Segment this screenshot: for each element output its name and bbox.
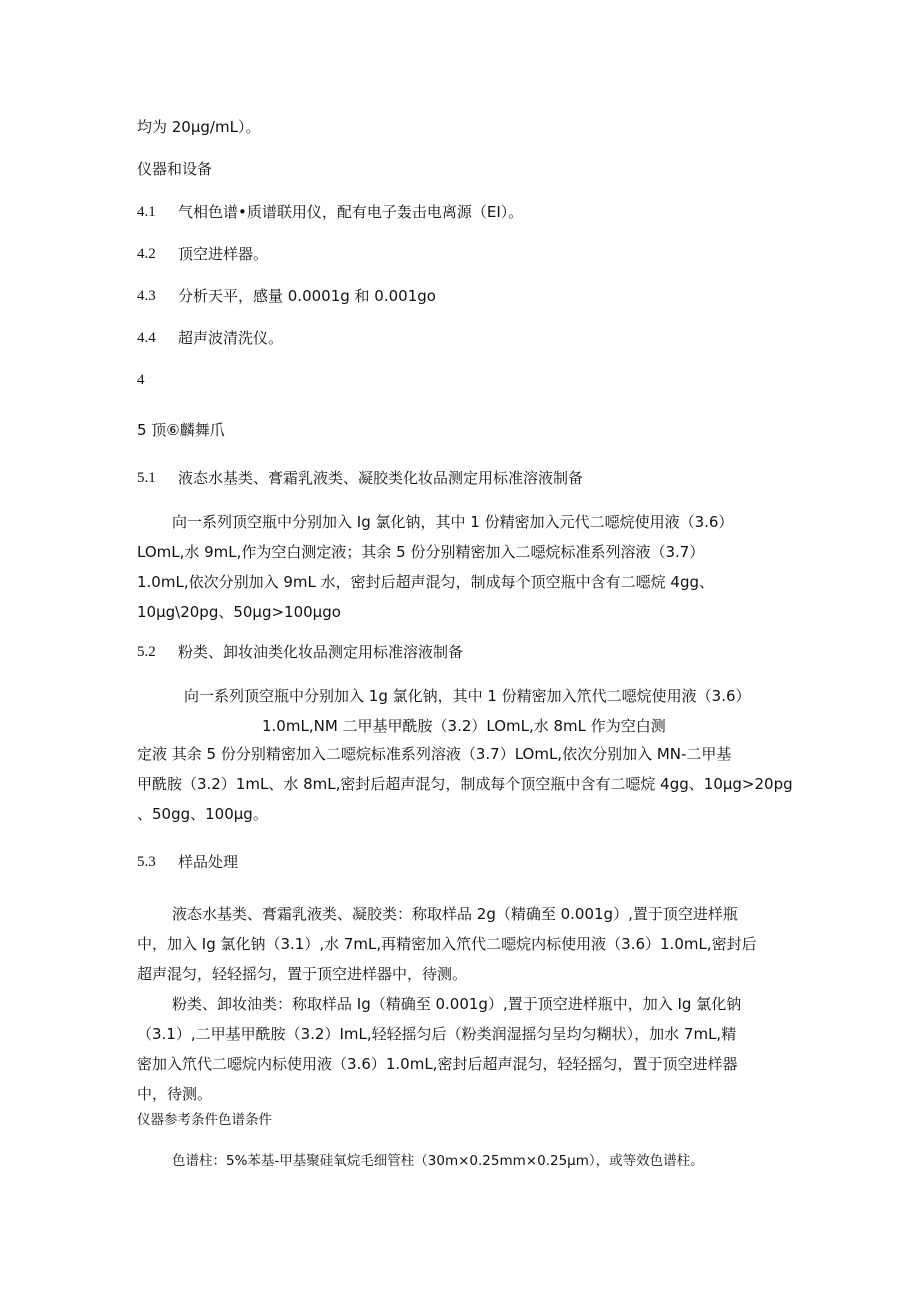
subsection-title: 样品处理: [178, 853, 239, 871]
item-number: 4.1: [137, 204, 156, 220]
paragraph-line: 、50gg、100μg。: [137, 805, 268, 823]
section-5-title: 5 顶⑥麟舞爪: [137, 421, 225, 439]
paragraph-line: 密加入笊代二噁烷内标使用液（3.6）1.0mL,密封后超声混匀，轻轻摇匀，置于顶空进样器: [137, 1055, 738, 1073]
item-text: 超声波清洗仪。: [178, 329, 284, 347]
paragraph-line: LOmL,水 9mL,作为空白测定液；其余 5 份分别精密加入二噁烷标准系列溶液（3.7）: [137, 543, 705, 561]
intro-line: 均为 20μg/mL）。: [137, 118, 261, 136]
paragraph-line: 10μg\20pg、50μg>100μgo: [137, 603, 341, 621]
subsection-title: 粉类、卸妆油类化妆品测定用标准溶液制备: [178, 643, 464, 661]
subsection-number: 5.1: [137, 470, 156, 486]
paragraph-line: 粉类、卸妆油类：称取样品 Ig（精确至 0.001g）,置于顶空进样瓶中，加入 Ig 氯化钠: [172, 995, 742, 1013]
paragraph-line: 中，加入 Ig 氯化钠（3.1）,水 7mL,再精密加入笊代二噁烷内标使用液（3.6）1.0mL,密封后: [137, 935, 757, 953]
subsection-title: 液态水基类、膏霜乳液类、凝胶类化妆品测定用标准溶液制备: [178, 469, 584, 487]
paragraph-line: 1.0mL,依次分别加入 9mL 水，密封后超声混匀，制成每个顶空瓶中含有二噁烷 4gg、: [137, 573, 714, 591]
item-text: 气相色谱•质谱联用仪，配有电子轰击电离源（EI）。: [178, 203, 524, 221]
subsection-number: 5.3: [137, 854, 156, 870]
paragraph-line: 定液 其余 5 份分别精密加入二噁烷标准系列溶液（3.7）LOmL,依次分别加入 MN-二甲基: [137, 745, 732, 763]
section-6-title: 仪器参考条件色谱条件: [137, 1112, 272, 1128]
paragraph-line: 中，待测。: [137, 1085, 213, 1103]
paragraph-line: 1.0mL,NM 二甲基甲酰胺（3.2）LOmL,水 8mL 作为空白测: [262, 717, 666, 735]
item-number: 4.3: [137, 288, 156, 304]
section-4-title: 仪器和设备: [137, 160, 213, 178]
stray-number: 4: [137, 372, 145, 388]
item-number: 4.4: [137, 330, 156, 346]
item-number: 4.2: [137, 246, 156, 262]
subsection-number: 5.2: [137, 644, 156, 660]
paragraph-line: 向一系列顶空瓶中分别加入 1g 氯化钠，其中 1 份精密加入笊代二噁烷使用液（3.6）: [184, 687, 751, 705]
paragraph-line: 甲酰胺（3.2）1mL、水 8mL,密封后超声混匀，制成每个顶空瓶中含有二噁烷 4gg、10μg>20pg: [137, 775, 793, 793]
paragraph-line: 液态水基类、膏霜乳液类、凝胶类：称取样品 2g（精确至 0.001g）,置于顶空进样瓶: [172, 905, 738, 923]
paragraph-line: 超声混匀，轻轻摇匀，置于顶空进样器中，待测。: [137, 965, 468, 983]
paragraph-line: 向一系列顶空瓶中分别加入 Ig 氯化钠，其中 1 份精密加入元代二噁烷使用液（3.6）: [172, 513, 734, 531]
item-text: 顶空进样器。: [178, 245, 269, 263]
paragraph-line: （3.1）,二甲基甲酰胺（3.2）ImL,轻轻摇匀后（粉类润湿摇匀呈均匀糊状），加水 7mL,精: [137, 1025, 737, 1043]
item-text: 分析天平，感量 0.0001g 和 0.001go: [178, 287, 436, 305]
column-spec-line: 色谱柱：5%苯基-甲基聚硅氧烷毛细管柱（30m×0.25mm×0.25μm），或等效色谱柱。: [172, 1153, 704, 1169]
